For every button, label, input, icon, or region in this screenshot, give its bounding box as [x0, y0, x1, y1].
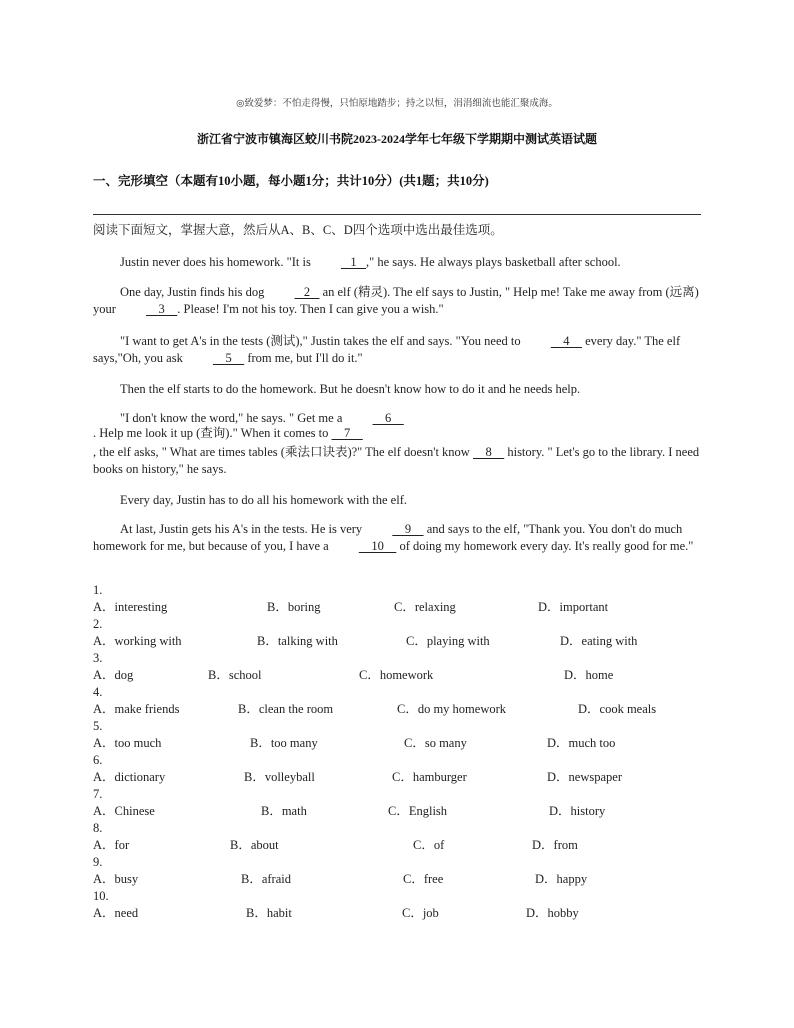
question-5 — [93, 718, 713, 752]
option-d[interactable]: D．newspaper — [547, 770, 622, 784]
exam-title: 浙江省宁波市镇海区蛟川书院2023-2024学年七年级下学期期中测试英语试题 — [197, 132, 597, 146]
question-number: 2. — [93, 617, 103, 631]
passage-text: One day, Justin finds his dog — [120, 285, 268, 299]
option-c[interactable]: C．free — [403, 872, 444, 886]
option-c[interactable]: C．playing with — [406, 634, 490, 648]
passage-text: ," he says. He always plays basketball after school. — [365, 255, 621, 269]
option-b[interactable]: B．school — [208, 668, 262, 682]
passage-text: At last, Justin gets his A's in the tests. He is very — [120, 522, 366, 536]
section-divider — [93, 214, 701, 215]
passage-text: from me, but I'll do it." — [244, 351, 363, 365]
passage-paragraph-1 — [93, 254, 705, 271]
option-d[interactable]: D．important — [538, 600, 609, 614]
blank-6: 6 — [372, 411, 404, 425]
option-a[interactable]: A．dictionary — [93, 770, 166, 784]
passage-text: Justin never does his homework. "It is — [120, 255, 314, 269]
option-b[interactable]: B．talking with — [257, 634, 338, 648]
option-c[interactable]: C．of — [413, 838, 445, 852]
blank-3: 3 — [146, 302, 178, 316]
question-list — [93, 582, 713, 922]
passage-text: , the elf asks, " What are times tables (乘法口诀表)?" The elf doesn't know — [93, 445, 473, 459]
option-d[interactable]: D．home — [564, 668, 614, 682]
option-c[interactable]: C．job — [402, 906, 439, 920]
passage-text: every day." The elf says,"Oh, you ask — [93, 334, 681, 365]
option-c[interactable]: C．English — [388, 804, 448, 818]
option-a[interactable]: A．working with — [93, 634, 182, 648]
option-d[interactable]: D．happy — [535, 872, 588, 886]
blank-5: 5 — [212, 351, 245, 365]
option-d[interactable]: D．from — [532, 838, 578, 852]
passage-text: "I want to get A's in the tests (测试)," Justin takes the elf and says. "You need to — [120, 334, 524, 348]
option-a[interactable]: A．dog — [93, 668, 134, 682]
passage-paragraph-6: Every day, Justin has to do all his homework with the elf. — [120, 493, 407, 507]
option-d[interactable]: D．eating with — [560, 634, 638, 648]
option-b[interactable]: B．about — [230, 838, 279, 852]
passage-instruction: 阅读下面短文，掌握大意，然后从A、B、C、D四个选项中选出最佳选项。 — [93, 223, 503, 237]
passage-text: history. " Let's go to the library. I need books on history," he says. — [93, 445, 700, 476]
question-10 — [93, 888, 713, 922]
passage-paragraph-5b — [93, 425, 705, 442]
blank-2: 2 — [294, 285, 320, 299]
option-d[interactable]: D．history — [549, 804, 606, 818]
passage-text: . Help me look it up (查询)." When it comes to — [93, 426, 332, 440]
passage-paragraph-4: Then the elf starts to do the homework. But he doesn't know how to do it and he needs help. — [120, 382, 581, 396]
option-d[interactable]: D．much too — [547, 736, 616, 750]
question-8 — [93, 820, 713, 854]
blank-4: 4 — [550, 334, 582, 348]
option-a[interactable]: A．make friends — [93, 702, 180, 716]
section-heading: 一、完形填空（本题有10小题，每小题1分；共计10分）(共1题；共10分) — [93, 174, 489, 188]
option-b[interactable]: B．math — [261, 804, 307, 818]
passage-text: an elf (精灵). The elf says to Justin, " Help me! Take me away from (远离) your — [93, 285, 699, 316]
option-b[interactable]: B．habit — [246, 906, 292, 920]
passage-paragraph-5c — [93, 444, 705, 478]
option-d[interactable]: D．cook meals — [578, 702, 657, 716]
question-number: 9. — [93, 855, 103, 869]
option-a[interactable]: A．too much — [93, 736, 162, 750]
option-c[interactable]: C．relaxing — [394, 600, 456, 614]
question-number: 1. — [93, 583, 103, 597]
question-number: 4. — [93, 685, 103, 699]
option-a[interactable]: A．for — [93, 838, 130, 852]
option-c[interactable]: C．homework — [359, 668, 434, 682]
question-number: 6. — [93, 753, 103, 767]
question-number: 8. — [93, 821, 103, 835]
option-a[interactable]: A．interesting — [93, 600, 168, 614]
question-number: 3. — [93, 651, 103, 665]
option-a[interactable]: A．busy — [93, 872, 139, 886]
blank-1: 1 — [340, 255, 366, 269]
passage-paragraph-3 — [93, 333, 705, 367]
passage-paragraph-2 — [93, 284, 705, 318]
option-c[interactable]: C．so many — [404, 736, 467, 750]
question-number: 5. — [93, 719, 103, 733]
question-6 — [93, 752, 713, 786]
question-7 — [93, 786, 713, 820]
option-d[interactable]: D．hobby — [526, 906, 579, 920]
passage-text: "I don't know the word," he says. " Get me a — [120, 411, 346, 425]
blank-9: 9 — [392, 522, 424, 536]
question-4 — [93, 684, 713, 718]
option-a[interactable]: A．Chinese — [93, 804, 155, 818]
option-a[interactable]: A．need — [93, 906, 139, 920]
question-number: 7. — [93, 787, 103, 801]
question-3 — [93, 650, 713, 684]
option-b[interactable]: B．clean the room — [238, 702, 334, 716]
option-b[interactable]: B．too many — [250, 736, 318, 750]
question-number: 10. — [93, 889, 109, 903]
passage-text: of doing my homework every day. It's really good for me." — [396, 539, 694, 553]
blank-7: 7 — [331, 426, 363, 440]
option-c[interactable]: C．do my homework — [397, 702, 507, 716]
blank-8: 8 — [472, 445, 505, 459]
question-1 — [93, 582, 713, 616]
blank-10: 10 — [358, 539, 397, 553]
question-9 — [93, 854, 713, 888]
option-b[interactable]: B．volleyball — [244, 770, 315, 784]
option-b[interactable]: B．boring — [267, 600, 321, 614]
question-2 — [93, 616, 713, 650]
option-b[interactable]: B．afraid — [241, 872, 291, 886]
passage-text: and says to the elf, "Thank you. You don't do much homework for me, but because of you, I have a — [93, 522, 683, 553]
passage-text: . Please! I'm not his toy. Then I can give you a wish." — [177, 302, 444, 316]
passage-paragraph-7 — [93, 521, 705, 555]
motto-line: ◎致爱梦：不怕走得慢，只怕原地踏步；持之以恒，涓涓细流也能汇聚成海。 — [236, 99, 558, 109]
option-c[interactable]: C．hamburger — [392, 770, 467, 784]
